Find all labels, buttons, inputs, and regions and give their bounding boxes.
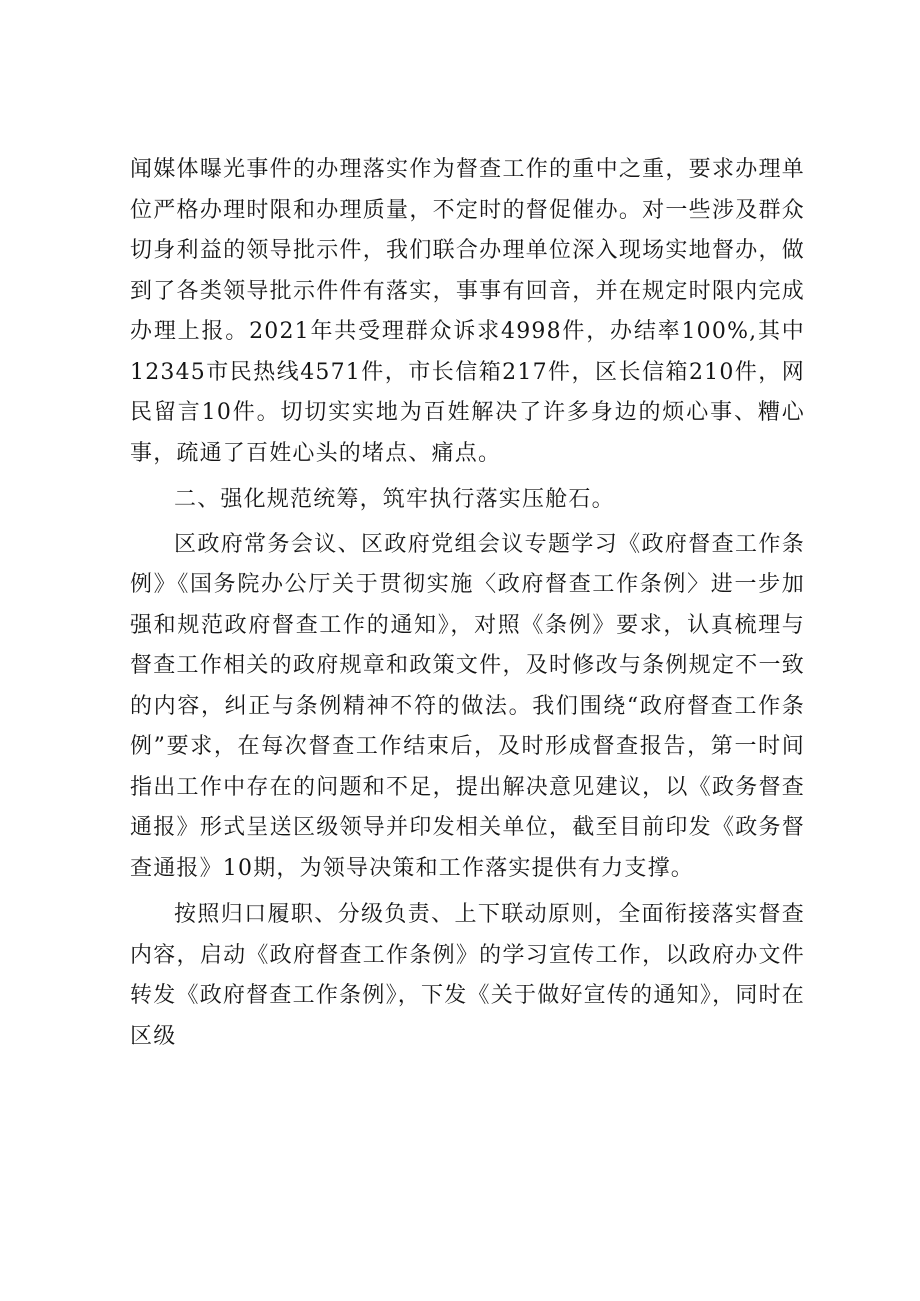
document-body	[130, 150, 805, 1057]
section-heading: 二、强化规范统筹，筑牢执行落实压舱石。	[174, 487, 615, 512]
paragraph-body: 区政府常务会议、区政府党组会议专题学习《政府督查工作条例》《国务院办公厅关于贯彻实施〈政府督查工作条例〉进一步加强和规范政府督查工作的通知》，对照《条例》要求，认真梳理与督查工作相关的政府规章和政策文件，及时修改与条例规定不一致的内容，纠正与条例精神不符的做法。我们围绕“政府督查工作条例”要求，在每次督查工作结束后，及时形成督查报告，第一时间指出工作中存在的问题和不足，提出解决意见建议，以《政务督查通报》形式呈送区级领导并印发相关单位，截至目前印发《政务督查通报》10期，为领导决策和工作落实提供有力支撑。	[130, 531, 805, 881]
paragraph-body: 按照归口履职、分级负责、上下联动原则，全面衔接落实督查内容，启动《政府督查工作条例》的学习宣传工作，以政府办文件转发《政府督查工作条例》，下发《关于做好宣传的通知》，同时在区级	[130, 902, 805, 1049]
paragraph-continuation: 闻媒体曝光事件的办理落实作为督查工作的重中之重，要求办理单位严格办理时限和办理质量，不定时的督促催办。对一些涉及群众切身利益的领导批示件，我们联合办理单位深入现场实地督办，做到了各类领导批示件件有落实，事事有回音，并在规定时限内完成办理上报。2021年共受理群众诉求4998件，办结率100%,其中12345市民热线4571件，市长信箱217件，区长信箱210件，网民留言10件。切切实实地为百姓解决了许多身边的烦心事、糟心事，疏通了百姓心头的堵点、痛点。	[130, 157, 805, 466]
